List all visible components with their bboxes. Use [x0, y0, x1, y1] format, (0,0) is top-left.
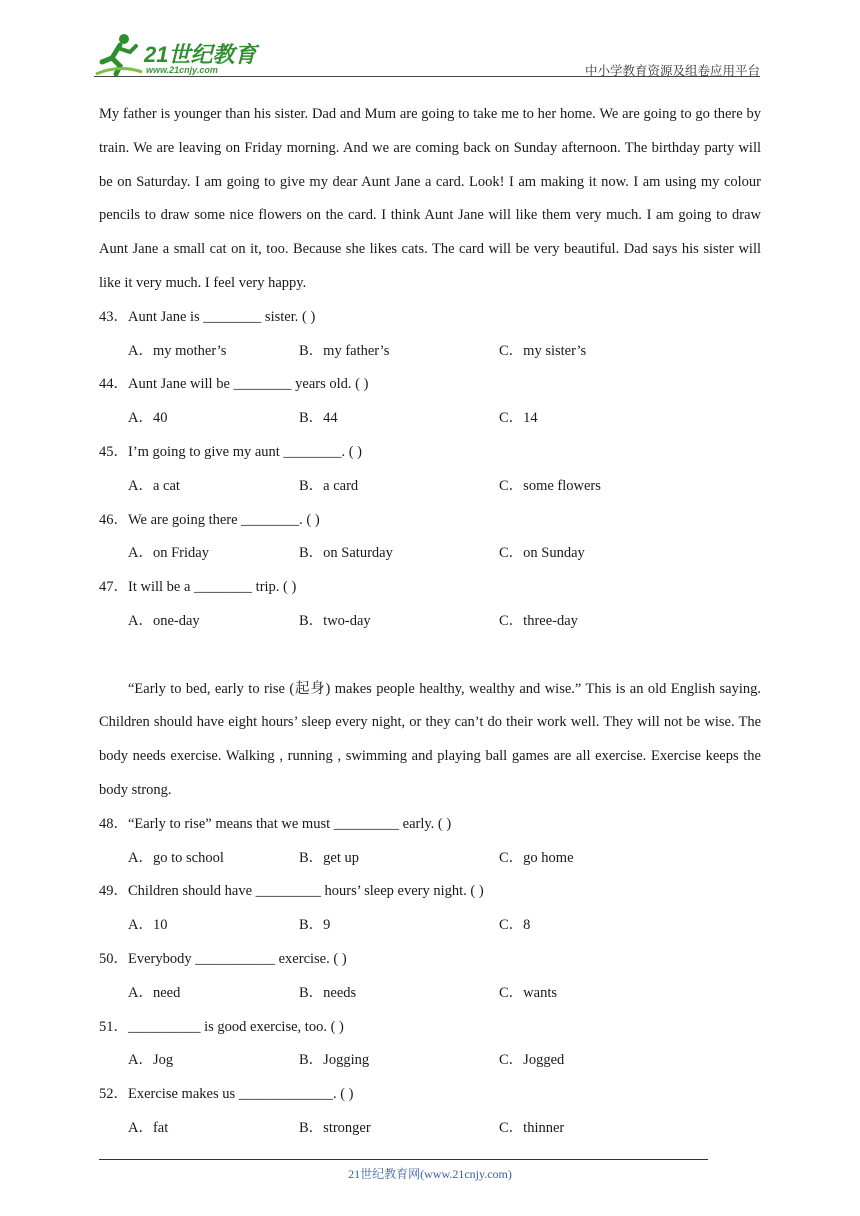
option-c[interactable]: C．wants — [499, 984, 557, 1001]
question-52 — [99, 1078, 761, 1146]
option-b[interactable]: B．a card — [299, 477, 359, 494]
answer-options — [99, 977, 761, 1011]
question-47 — [99, 571, 761, 639]
option-c[interactable]: C．my sister’s — [499, 342, 587, 359]
question-49 — [99, 875, 761, 943]
question-46 — [99, 504, 761, 572]
question-44 — [99, 368, 761, 436]
page-header — [94, 32, 760, 78]
answer-options — [99, 842, 761, 876]
option-b[interactable]: B．Jogging — [299, 1052, 370, 1069]
footer-divider — [99, 1159, 708, 1160]
answer-options — [99, 335, 761, 369]
question-45 — [99, 436, 761, 504]
option-c[interactable]: C．on Sunday — [499, 545, 585, 562]
question-51 — [99, 1011, 761, 1079]
answer-options — [99, 1112, 761, 1146]
answer-options — [99, 909, 761, 943]
question-stem: 48．“Early to rise” means that we must _________ early. ( ) — [99, 815, 452, 832]
option-a[interactable]: A．40 — [128, 410, 168, 427]
question-group-2 — [99, 808, 761, 1146]
logo-url: www.21cnjy.com — [146, 65, 218, 75]
option-b[interactable]: B．on Saturday — [299, 545, 393, 562]
option-b[interactable]: B．needs — [299, 984, 357, 1001]
question-48 — [99, 808, 761, 876]
option-c[interactable]: C．14 — [499, 410, 538, 427]
logo-text: 21世纪教育 — [144, 42, 257, 67]
option-c[interactable]: C．Jogged — [499, 1052, 565, 1069]
option-a[interactable]: A．Jog — [128, 1052, 174, 1069]
option-a[interactable]: A．10 — [128, 917, 168, 934]
option-c[interactable]: C．go home — [499, 849, 574, 866]
logo — [94, 32, 264, 78]
option-a[interactable]: A．on Friday — [128, 545, 209, 562]
option-a[interactable]: A．my mother’s — [128, 342, 227, 359]
option-a[interactable]: A．one-day — [128, 612, 200, 629]
platform-name: 中小学教育资源及组卷应用平台 — [584, 63, 760, 78]
header-divider — [94, 76, 760, 77]
option-c[interactable]: C．three-day — [499, 612, 578, 629]
option-b[interactable]: B．9 — [299, 917, 331, 934]
document-body — [99, 98, 761, 1146]
option-a[interactable]: A．go to school — [128, 849, 224, 866]
option-b[interactable]: B．44 — [299, 410, 338, 427]
reading-passage-2: “Early to bed, early to rise (起身) makes people healthy, wealthy and wise.” This is an old English saying. Children should have eight hours’ sleep every night, or they can’t do their work well. They will not be wise. The body needs exercise. Walking , running , swimming and playing ball games are all exercise. Exercise keeps the body strong. — [99, 680, 761, 798]
option-b[interactable]: B．get up — [299, 849, 360, 866]
section-spacer — [99, 639, 761, 673]
page-footer[interactable]: 21世纪教育网(www.21cnjy.com) — [348, 1167, 512, 1181]
answer-options — [99, 470, 761, 504]
option-a[interactable]: A．fat — [128, 1119, 169, 1136]
question-stem: 50．Everybody ___________ exercise. ( ) — [99, 950, 347, 967]
question-stem: 43．Aunt Jane is ________ sister. ( ) — [99, 308, 316, 325]
option-a[interactable]: A．need — [128, 984, 181, 1001]
question-stem: 44．Aunt Jane will be ________ years old. ( ) — [99, 376, 369, 393]
question-stem: 46．We are going there ________. ( ) — [99, 511, 320, 528]
question-stem: 47．It will be a ________ trip. ( ) — [99, 579, 297, 596]
question-group-1 — [99, 301, 761, 639]
option-c[interactable]: C．8 — [499, 917, 531, 934]
option-a[interactable]: A．a cat — [128, 477, 180, 494]
option-b[interactable]: B．stronger — [299, 1119, 371, 1136]
reading-passage-1: My father is younger than his sister. Dad and Mum are going to take me to her home. We are going to go there by train. We are leaving on Friday morning. And we are coming back on Sunday afternoon. The birthday party will be on Saturday. I am going to give my dear Aunt Jane a card. Look! I am making it now. I am using my colour pencils to draw some nice flowers on the card. I think Aunt Jane will like them very much. I am going to draw Aunt Jane a small cat on it, too. Because she likes cats. The card will be very beautiful. Dad says his sister will like it very much. I feel very happy. — [99, 106, 761, 291]
option-c[interactable]: C．thinner — [499, 1119, 565, 1136]
answer-options — [99, 402, 761, 436]
runner-logo-icon — [94, 32, 144, 78]
question-stem: 52．Exercise makes us _____________. ( ) — [99, 1086, 354, 1103]
option-b[interactable]: B．my father’s — [299, 342, 390, 359]
question-50 — [99, 943, 761, 1011]
question-stem: 45．I’m going to give my aunt ________. ( ) — [99, 443, 362, 460]
question-43 — [99, 301, 761, 369]
option-b[interactable]: B．two-day — [299, 612, 371, 629]
answer-options — [99, 605, 761, 639]
answer-options — [99, 1044, 761, 1078]
option-c[interactable]: C．some flowers — [499, 477, 601, 494]
question-stem: 49．Children should have _________ hours’ sleep every night. ( ) — [99, 883, 484, 900]
question-stem: 51．__________ is good exercise, too. ( ) — [99, 1018, 344, 1035]
answer-options — [99, 537, 761, 571]
